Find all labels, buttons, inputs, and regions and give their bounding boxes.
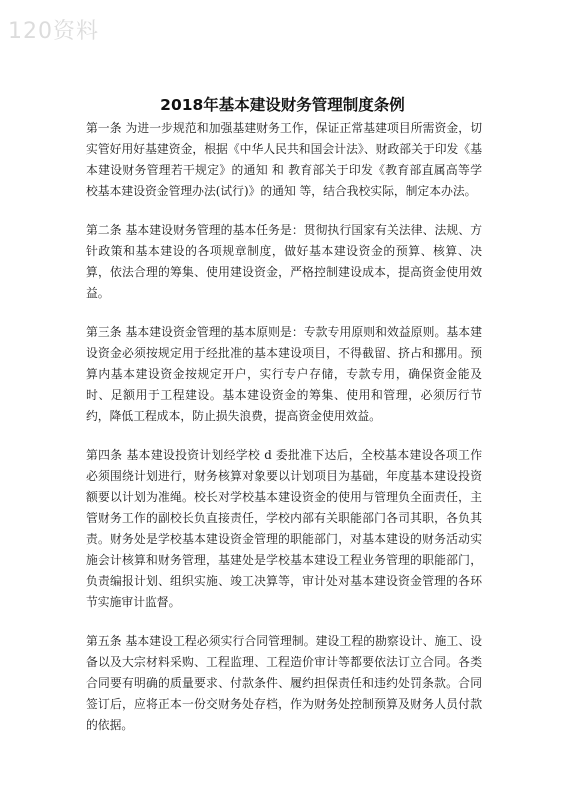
article-1-paragraph: 第一条 为进一步规范和加强基建财务工作，保证正常基建项目所需资金，切实管好用好基建资金，根据《中华人民共和国会计法》、财政部关于印发《基本建设财务管理若干规定》的通知 和 教育部关于印发《教育部直属高等学校基本建设资金管理办法(试行)》的通知 等，结合我校实际，制定本办法。 [86, 121, 482, 198]
watermark-logo: 120资料 [8, 19, 99, 44]
article-4-paragraph: 第四条 基本建设投资计划经学校 d 委批准下达后，全校基本建设各项工作必须围绕计划进行，财务核算对象要以计划项目为基础，年度基本建设投资额要以计划为准绳。校长对学校基本建设资金的使用与管理负全面责任，主管财务工作的副校长负直接责任，学校内部有关职能部门各司其职，各负其责。财务处是学校基本建设资金管理的职能部门，对基本建设的财务活动实施会计核算和财务管理，基建处是学校基本建设工程业务管理的职能部门，负责编报计划、组织实施、竣工决算等，审计处对基本建设资金管理的各环节实施审计监督。 [86, 448, 482, 609]
document-body [86, 118, 482, 754]
article-5-paragraph: 第五条 基本建设工程必须实行合同管理制。建设工程的勘察设计、施工、设备以及大宗材料采购、工程监理、工程造价审计等都要依法订立合同。各类合同要有明确的质量要求、付款条件、履约担保责任和违约处罚条款。合同签订后，应将正本一份交财务处存档，作为财务处控制预算及财务人员付款的依据。 [86, 634, 482, 732]
article-2-paragraph: 第二条 基本建设财务管理的基本任务是：贯彻执行国家有关法律、法规、方针政策和基本建设的各项规章制度，做好基本建设资金的预算、核算、决算，依法合理的筹集、使用建设资金，严格控制建设成本，提高资金使用效益。 [86, 223, 482, 300]
article-3-paragraph: 第三条 基本建设资金管理的基本原则是：专款专用原则和效益原则。基本建设资金必须按规定用于经批准的基本建设项目，不得截留、挤占和挪用。预算内基本建设资金按规定开户，实行专户存储，专款专用，确保资金能及时、足额用于工程建设。基本建设资金的筹集、使用和管理，必须厉行节约，降低工程成本，防止损失浪费，提高资金使用效益。 [86, 325, 482, 423]
document-title: 2018年基本建设财务管理制度条例 [160, 96, 405, 114]
